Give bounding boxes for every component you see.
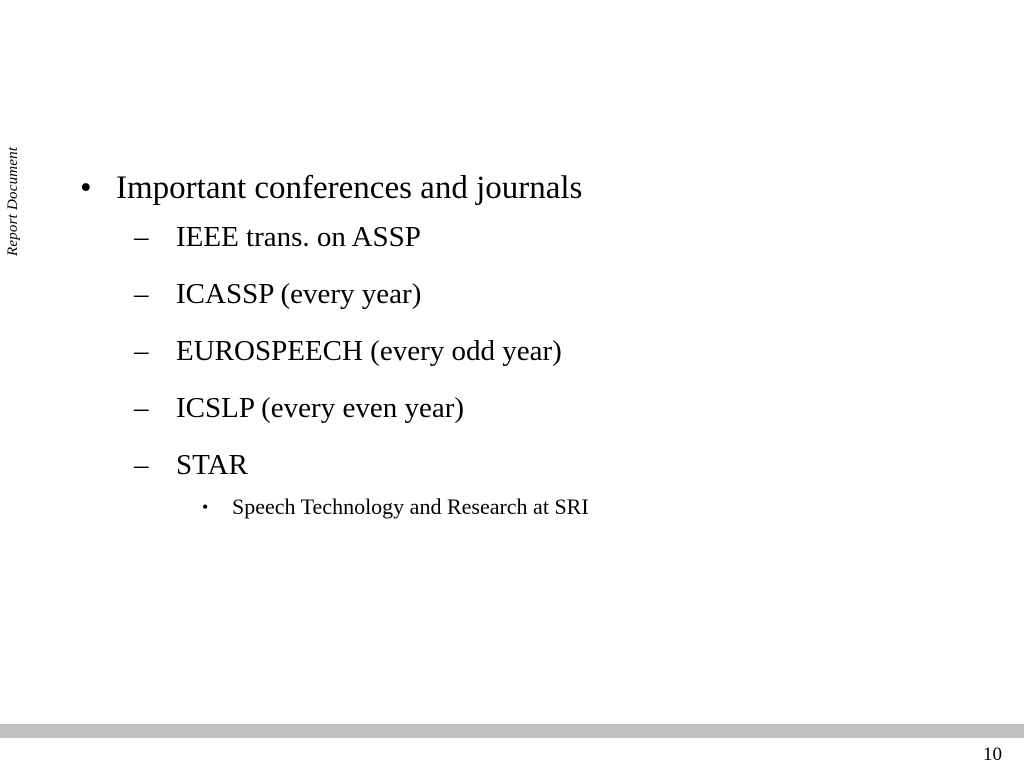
list-item-label: IEEE trans. on ASSP (176, 221, 421, 253)
slide-body (70, 168, 970, 542)
list-item-label: ICASSP (every year) (176, 278, 422, 310)
bullet-list-level2 (116, 219, 970, 522)
list-item-label: Important conferences and journals (116, 170, 583, 206)
bullet-dash-icon: – (134, 392, 149, 424)
bullet-dash-icon: – (134, 335, 149, 367)
page-number: 10 (983, 744, 1002, 765)
list-item-label: ICSLP (every even year) (176, 392, 465, 424)
list-item (116, 276, 970, 313)
list-item (116, 219, 970, 256)
list-item (176, 492, 970, 522)
list-item (116, 333, 970, 370)
list-item-label: STAR (176, 449, 248, 481)
list-item (70, 168, 970, 522)
bullet-dot-icon: • (202, 497, 209, 517)
list-item (116, 390, 970, 427)
bullet-dash-icon: – (134, 449, 149, 481)
bullet-list-level3 (176, 492, 970, 522)
document-side-label: Report Document (5, 146, 21, 256)
bullet-dash-icon: – (134, 278, 149, 310)
footer-divider-bar (0, 724, 1024, 738)
list-item-label: EUROSPEECH (every odd year) (176, 335, 562, 367)
bullet-dot-icon: • (80, 170, 92, 206)
bullet-list-level1 (70, 168, 970, 522)
list-item-label: Speech Technology and Research at SRI (232, 494, 589, 519)
list-item (116, 447, 970, 522)
bullet-dash-icon: – (134, 221, 149, 253)
